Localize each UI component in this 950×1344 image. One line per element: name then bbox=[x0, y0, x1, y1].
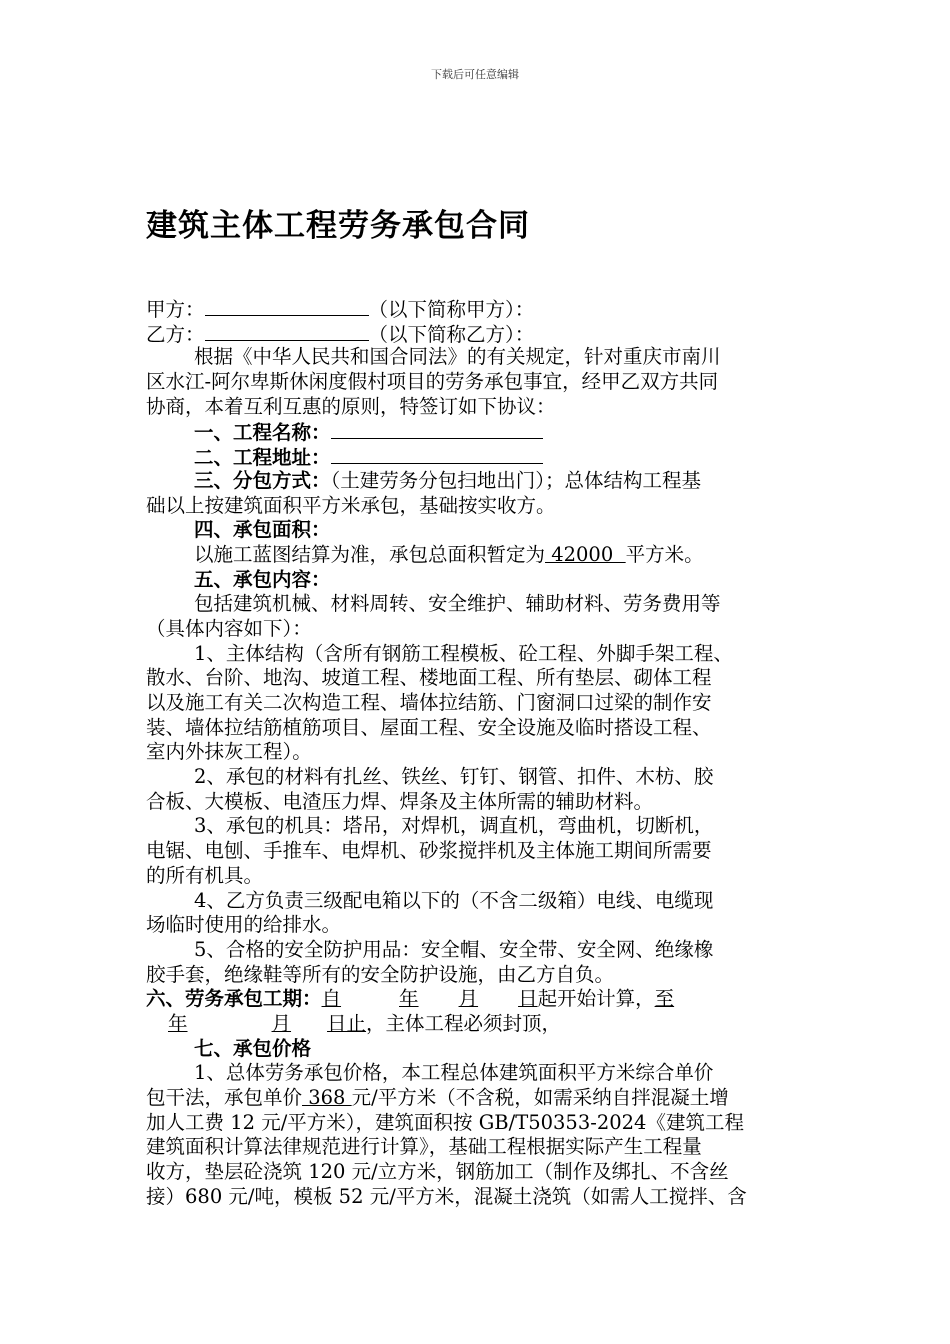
paragraph-text: （土建劳务分包扫地出门）；总体结构工程基 bbox=[330, 468, 702, 492]
date-month-label: 月 bbox=[458, 987, 479, 1011]
paragraph-line: 加人工费 12 元/平方米），建筑面积按 GB/T50353-2024《建筑工程 bbox=[146, 1110, 744, 1134]
paragraph-line bbox=[146, 1086, 810, 1111]
list-item-line: 1、主体结构（含所有钢筋工程模板、砼工程、外脚手架工程、 bbox=[194, 641, 733, 665]
party-a-line bbox=[146, 296, 810, 321]
list-item-line: 的所有机具。 bbox=[146, 863, 264, 887]
list-item-line: 合板、大模板、电渣压力焊、焊条及主体所需的辅助材料。 bbox=[146, 789, 654, 813]
party-b-line bbox=[146, 321, 810, 346]
paragraph-line: 础以上按建筑面积平方米承包，基础按实收方。 bbox=[146, 493, 556, 517]
date-day-label: 日 bbox=[518, 987, 538, 1011]
list-item-line: 室内外抹灰工程）。 bbox=[146, 740, 312, 764]
section-subcontract-method bbox=[146, 469, 810, 494]
paragraph-line: 接）680 元/吨，模板 52 元/平方米，混凝土浇筑（如需人工搅拌、含 bbox=[146, 1184, 747, 1208]
date-from-label: 自 bbox=[321, 987, 342, 1011]
paragraph-text: 起开始计算， bbox=[537, 987, 655, 1011]
section-heading: 六、劳务承包工期： bbox=[146, 987, 322, 1011]
intro-line: 根据《中华人民共和国合同法》的有关规定，针对重庆市南川 bbox=[194, 345, 721, 369]
list-item-line: 5、合格的安全防护用品：安全帽、安全带、安全网、绝缘橡 bbox=[194, 937, 714, 961]
paragraph-text: 元/平方米（不含税，如需采纳自拌混凝土增 bbox=[351, 1086, 729, 1109]
paragraph-line: 包括建筑机械、材料周转、安全维护、辅助材料、劳务费用等 bbox=[194, 592, 721, 616]
date-month-label: 月 bbox=[271, 1011, 292, 1035]
paragraph-text: 包干法，承包单价 bbox=[146, 1086, 303, 1109]
section-project-address bbox=[146, 444, 810, 469]
party-b-blank[interactable] bbox=[205, 321, 369, 341]
list-item-line: 场临时使用的给排水。 bbox=[146, 913, 342, 937]
date-end-label: 日止 bbox=[327, 1011, 367, 1035]
list-item-line: 装、墙体拉结筋植筋项目、屋面工程、安全设施及临时搭设工程、 bbox=[146, 715, 712, 739]
end-date-field[interactable] bbox=[168, 1012, 366, 1035]
list-item-line: 4、乙方负责三级配电箱以下的（不含二级箱）电线、电缆现 bbox=[194, 888, 714, 912]
section-heading: 一、工程名称： bbox=[194, 421, 331, 445]
list-item-line: 散水、台阶、地沟、坡道工程、楼地面工程、所有垫层、砌体工程 bbox=[146, 666, 712, 690]
list-item-line: 电锯、电刨、手推车、电焊机、砂浆搅拌机及主体施工期间所需要 bbox=[146, 839, 712, 863]
party-a-suffix: （以下简称甲方）： bbox=[368, 298, 535, 321]
section-heading: 五、承包内容： bbox=[194, 567, 331, 591]
list-item-line: 2、承包的材料有扎丝、铁丝、钉钉、钢管、扣件、木枋、胶 bbox=[194, 765, 714, 789]
paragraph-line: 建筑面积计算法律规范进行计算》，基础工程根据实际产生工程量 bbox=[146, 1135, 702, 1159]
paragraph-line: 收方，垫层砼浇筑 120 元/立方米，钢筋加工（制作及绑扎、不含丝 bbox=[146, 1160, 729, 1184]
section-project-name bbox=[146, 419, 810, 444]
header-note: 下载后可任意编辑 bbox=[431, 68, 519, 81]
paragraph-text: 以施工蓝图结算为准，承包总面积暂定为 bbox=[194, 542, 546, 566]
contract-body bbox=[146, 296, 810, 1209]
date-year-label: 年 bbox=[168, 1011, 188, 1035]
party-a-label: 甲方： bbox=[146, 298, 205, 321]
party-b-suffix: （以下简称乙方）： bbox=[368, 322, 535, 346]
section-heading: 二、工程地址： bbox=[194, 446, 331, 470]
section-duration bbox=[146, 987, 810, 1012]
paragraph-text: 平方米。 bbox=[625, 542, 704, 566]
section-heading: 三、分包方式： bbox=[194, 468, 331, 492]
list-item-line: 胶手套，绝缘鞋等所有的安全防护设施，由乙方自负。 bbox=[146, 962, 615, 986]
paragraph-line: （具体内容如下）： bbox=[146, 616, 312, 640]
date-to-label: 至 bbox=[654, 987, 675, 1011]
paragraph-text: ，主体工程必须封顶， bbox=[366, 1011, 562, 1035]
intro-line: 协商，本着互利互惠的原则，特签订如下协议： bbox=[146, 394, 556, 418]
duration-end-line bbox=[146, 1012, 810, 1037]
page-title: 建筑主体工程劳务承包合同 bbox=[146, 208, 530, 244]
intro-line: 区水江-阿尔卑斯休闲度假村项目的劳务承包事宜，经甲乙双方共同 bbox=[146, 370, 719, 394]
area-value: 42000 bbox=[545, 542, 626, 566]
section-heading: 四、承包面积： bbox=[194, 518, 331, 542]
start-date-field[interactable] bbox=[322, 987, 538, 1010]
date-year-label: 年 bbox=[399, 987, 419, 1011]
paragraph-line bbox=[146, 543, 810, 568]
party-b-label: 乙方： bbox=[146, 322, 205, 346]
list-item-line: 3、承包的机具：塔吊，对焊机，调直机，弯曲机，切断机， bbox=[194, 814, 714, 838]
project-address-blank[interactable] bbox=[331, 444, 543, 464]
paragraph-line: 1、总体劳务承包价格，本工程总体建筑面积平方米综合单价 bbox=[194, 1061, 714, 1085]
unit-price-value: 368 bbox=[302, 1086, 352, 1109]
project-name-blank[interactable] bbox=[331, 419, 543, 439]
section-heading: 七、承包价格 bbox=[194, 1036, 312, 1060]
party-a-blank[interactable] bbox=[205, 296, 369, 316]
list-item-line: 以及施工有关二次构造工程、墙体拉结筋、门窗洞口过梁的制作安 bbox=[146, 691, 712, 714]
